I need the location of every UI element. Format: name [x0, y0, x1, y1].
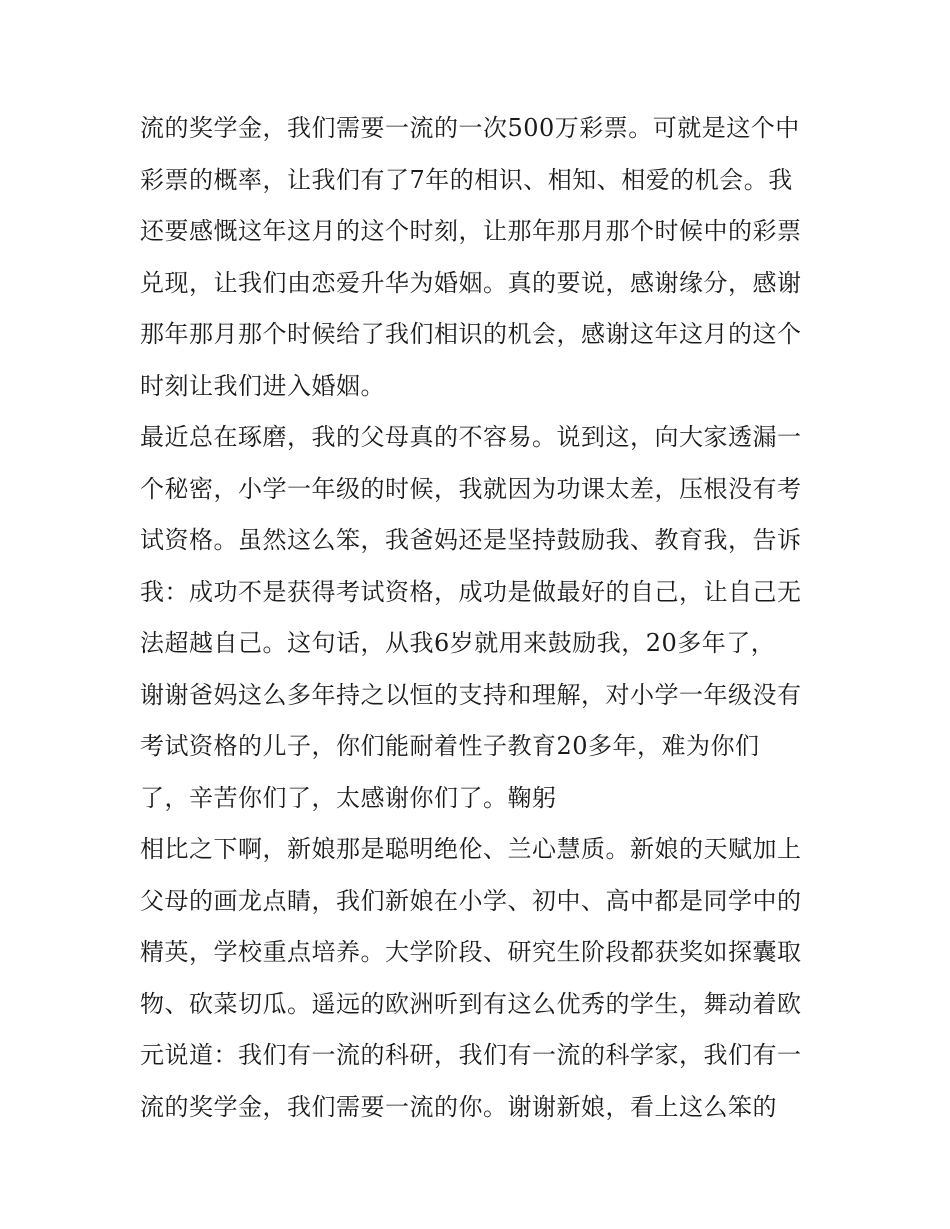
text-line: 最近总在琢磨，我的父母真的不容易。说到这，向大家透漏一 [140, 423, 802, 451]
text-line: 彩票的概率，让我们有了7年的相识、相知、相爱的机会。我 [140, 165, 793, 194]
text-line: 我：成功不是获得考试资格，成功是做最好的自己，让自己无 [140, 577, 802, 606]
text-line: 流的奖学金，我们需要一流的你。谢谢新娘，看上这么笨的 [140, 1092, 777, 1121]
paragraph [140, 103, 820, 412]
text-line: 谢谢爸妈这么多年持之以恒的支持和理解，对小学一年级没有 [140, 680, 802, 709]
text-line: 物、砍菜切瓜。遥远的欧洲听到有这么优秀的学生，舞动着欧 [140, 989, 802, 1018]
text-line: 元说道：我们有一流的科研，我们有一流的科学家，我们有一 [140, 1041, 802, 1069]
text-line: 试资格。虽然这么笨，我爸妈还是坚持鼓励我、教育我，告诉 [140, 526, 802, 554]
text-line: 兑现，让我们由恋爱升华为婚姻。真的要说，感谢缘分，感谢 [140, 268, 802, 297]
text-line: 精英，学校重点培养。大学阶段、研究生阶段都获奖如探囊取 [140, 938, 802, 966]
text-line: 考试资格的儿子，你们能耐着性子教育20多年，难为你们 [140, 732, 760, 760]
text-line: 法超越自己。这句话，从我6岁就用来鼓励我，20多年了， [140, 629, 776, 657]
text-line: 相比之下啊，新娘那是聪明绝伦、兰心慧质。新娘的天赋加上 [140, 835, 802, 863]
text-line: 那年那月那个时候给了我们相识的机会，感谢这年这月的这个 [140, 320, 802, 348]
text-line: 个秘密，小学一年级的时候，我就因为功课太差，压根没有考 [140, 474, 802, 503]
paragraph [140, 824, 820, 1133]
text-line: 了，辛苦你们了，太感谢你们了。鞠躬 [140, 783, 557, 812]
text-line: 时刻让我们进入婚姻。 [140, 371, 385, 400]
document-body [140, 103, 820, 1133]
text-line: 流的奖学金，我们需要一流的一次500万彩票。可就是这个中 [140, 114, 800, 142]
text-line: 还要感慨这年这月的这个时刻，让那年那月那个时候中的彩票 [140, 217, 802, 245]
paragraph [140, 412, 820, 824]
text-line: 父母的画龙点睛，我们新娘在小学、初中、高中都是同学中的 [140, 886, 802, 915]
